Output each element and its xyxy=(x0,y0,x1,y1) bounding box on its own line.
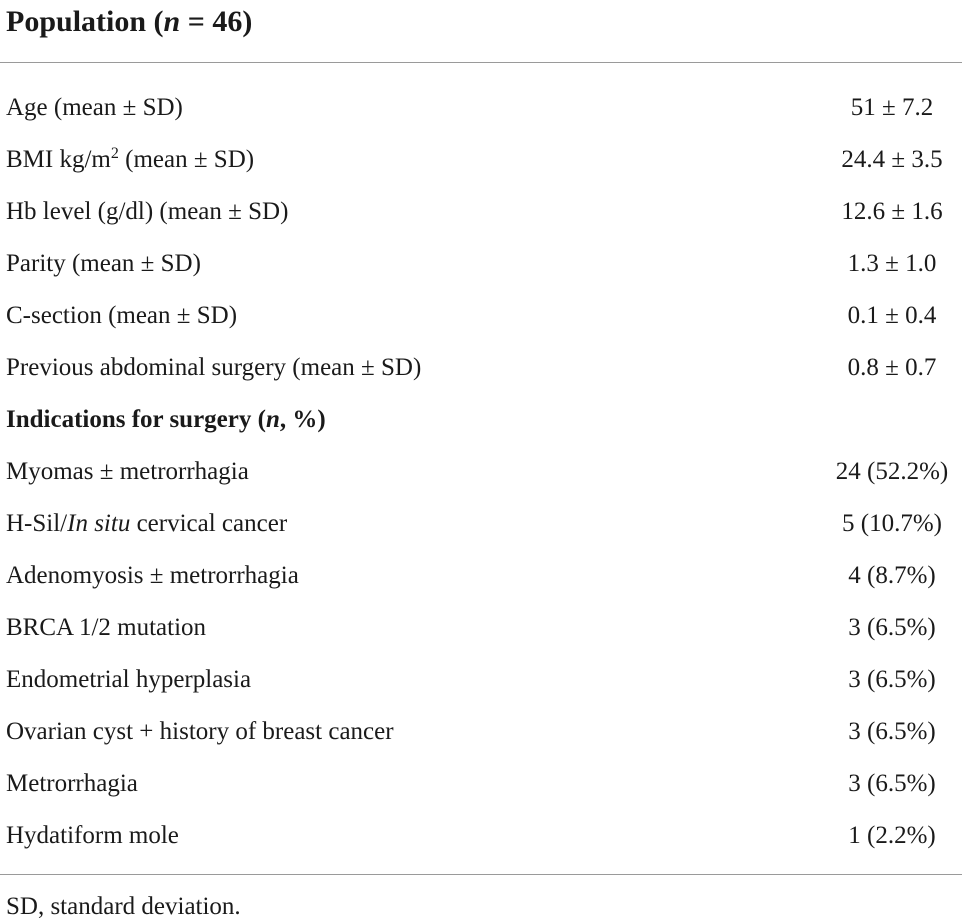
row-label: Hb level (g/dl) (mean ± SD) xyxy=(6,198,289,225)
row-value: 3 (6.5%) xyxy=(848,770,936,797)
row-value: 1.3 ± 1.0 xyxy=(847,250,937,277)
bmi-label-tail: (mean ± SD) xyxy=(118,146,255,173)
row-label xyxy=(6,498,287,550)
hsil-label-italic: In situ xyxy=(67,510,131,537)
title-n-symbol: n xyxy=(163,5,181,38)
row-label: Previous abdominal surgery (mean ± SD) xyxy=(6,354,422,381)
row-label: Endometrial hyperplasia xyxy=(6,666,252,693)
table-row-age xyxy=(0,82,962,134)
section-label-n: n xyxy=(265,406,280,433)
row-label: Ovarian cyst + history of breast cancer xyxy=(6,718,394,745)
table-row-bmi xyxy=(0,134,962,186)
hsil-label-suffix: cervical cancer xyxy=(130,510,288,537)
row-value: 3 (6.5%) xyxy=(848,614,936,641)
table-row-hsil xyxy=(0,498,962,550)
row-label xyxy=(6,134,254,186)
row-value: 12.6 ± 1.6 xyxy=(841,198,943,225)
row-label: Myomas ± metrorrhagia xyxy=(6,458,249,485)
bmi-label-superscript: 2 xyxy=(110,145,119,162)
table-row-hb-level xyxy=(0,186,962,238)
table-row-parity xyxy=(0,238,962,290)
row-value: 4 (8.7%) xyxy=(848,562,936,589)
section-label-suffix: , %) xyxy=(279,406,326,433)
table-row-myomas xyxy=(0,446,962,498)
row-value: 0.1 ± 0.4 xyxy=(847,302,937,329)
table-row-adenomyosis xyxy=(0,550,962,602)
row-label: BRCA 1/2 mutation xyxy=(6,614,207,641)
section-heading-indications xyxy=(0,394,962,446)
bottom-divider xyxy=(0,874,962,875)
table-body xyxy=(0,82,962,862)
table-row-hydatiform-mole xyxy=(0,810,962,862)
top-divider xyxy=(0,62,962,63)
row-value: 1 (2.2%) xyxy=(848,822,936,849)
bmi-label-base: BMI kg/m xyxy=(6,146,111,173)
row-label: Metrorrhagia xyxy=(6,770,138,797)
row-value: 3 (6.5%) xyxy=(848,718,936,745)
row-label: Age (mean ± SD) xyxy=(6,94,183,121)
row-value: 24.4 ± 3.5 xyxy=(841,146,943,173)
row-label: Hydatiform mole xyxy=(6,822,179,849)
row-label: Parity (mean ± SD) xyxy=(6,250,201,277)
title-prefix: Population ( xyxy=(6,5,164,38)
row-value: 24 (52.2%) xyxy=(835,458,949,485)
table-footnote: SD, standard deviation. xyxy=(6,893,241,920)
title-suffix: = 46) xyxy=(180,5,253,38)
table-title xyxy=(6,2,252,42)
row-value: 5 (10.7%) xyxy=(842,510,942,537)
row-value: 0.8 ± 0.7 xyxy=(847,354,937,381)
row-value: 51 ± 7.2 xyxy=(850,94,934,121)
row-value: 3 (6.5%) xyxy=(848,666,936,693)
table-row-metrorrhagia xyxy=(0,758,962,810)
row-label: Adenomyosis ± metrorrhagia xyxy=(6,562,299,589)
row-label: C-section (mean ± SD) xyxy=(6,302,238,329)
hsil-label-prefix: H-Sil/ xyxy=(6,510,68,537)
table-row-brca xyxy=(0,602,962,654)
table-row-c-section xyxy=(0,290,962,342)
section-label-prefix: Indications for surgery ( xyxy=(6,406,266,433)
table-row-endometrial-hyperplasia xyxy=(0,654,962,706)
section-label xyxy=(6,394,326,446)
table-row-previous-surgery xyxy=(0,342,962,394)
table-row-ovarian-cyst xyxy=(0,706,962,758)
